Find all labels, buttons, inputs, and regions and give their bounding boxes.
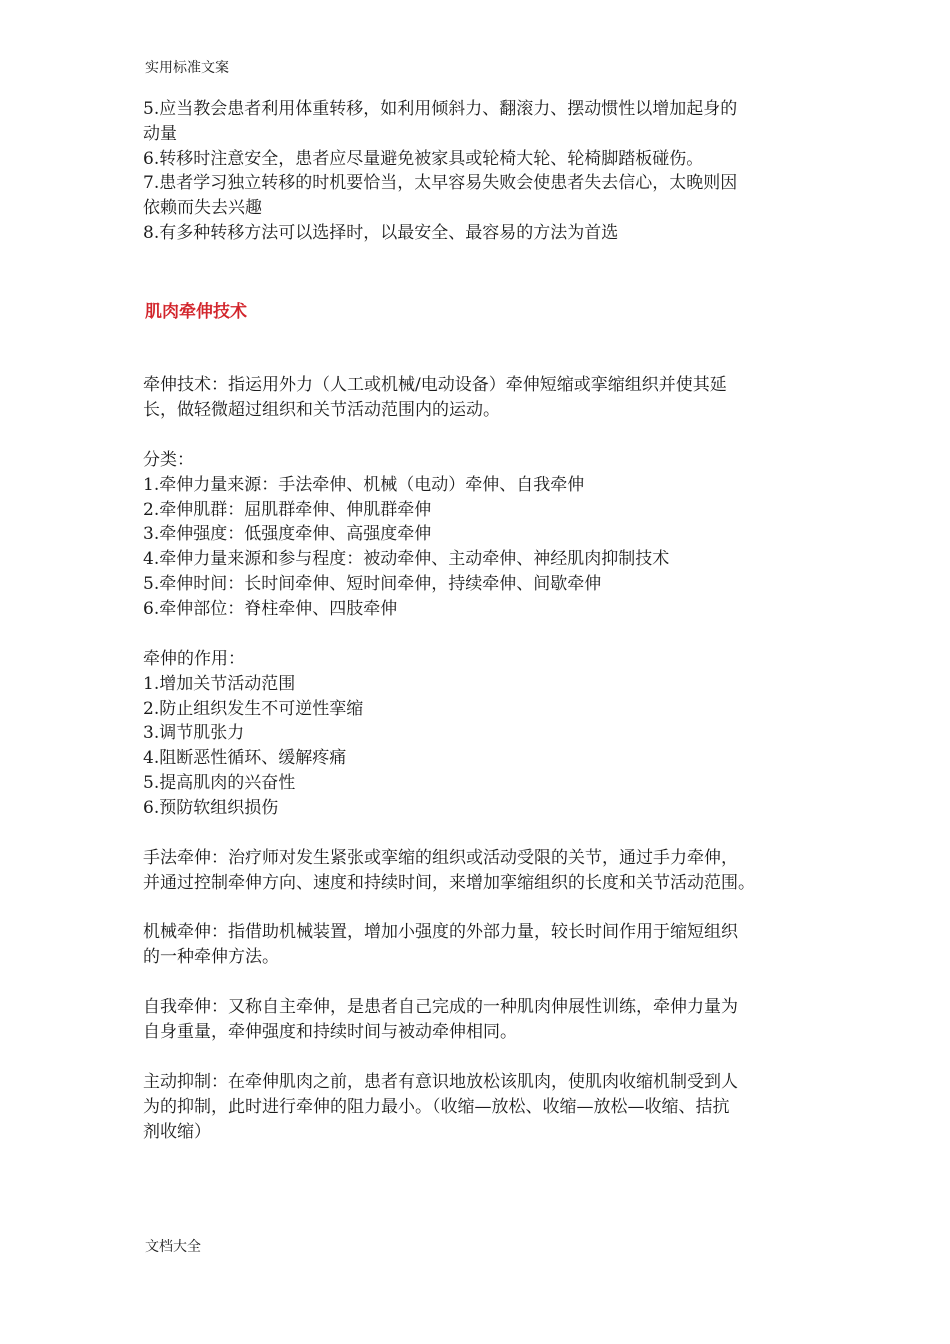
- list-item: 5.提高肌肉的兴奋性: [143, 772, 296, 793]
- text-line: 并通过控制牵伸方向、速度和持续时间，来增加挛缩组织的长度和关节活动范围。: [143, 872, 755, 893]
- list-item: 4.牵伸力量来源和参与程度：被动牵伸、主动牵伸、神经肌肉抑制技术: [143, 549, 670, 570]
- text-line: 自身重量，牵伸强度和持续时间与被动牵伸相同。: [143, 1021, 517, 1042]
- text-line: 机械牵伸：指借助机械装置，增加小强度的外部力量，较长时间作用于缩短组织: [143, 922, 738, 942]
- list-item: 3.调节肌张力: [143, 723, 245, 744]
- text-line: 8.有多种转移方法可以选择时，以最安全、最容易的方法为首选: [143, 222, 619, 243]
- text-line: 动量: [143, 123, 177, 144]
- section-title: 肌肉牵伸技术: [145, 302, 247, 322]
- intro-list: [143, 97, 811, 246]
- text-line: 6.转移时注意安全，患者应尽量避免被家具或轮椅大轮、轮椅脚踏板碰伤。: [143, 148, 704, 169]
- page-header: 实用标准文案: [145, 60, 229, 76]
- list-item: 5.牵伸时间：长时间牵伸、短时间牵伸，持续牵伸、间歇牵伸: [143, 573, 602, 594]
- text-line: 5.应当教会患者利用体重转移，如利用倾斜力、翻滚力、摆动惯性以增加起身的: [143, 99, 738, 119]
- classification-section: [143, 448, 811, 622]
- text-line: 依赖而失去兴趣: [143, 198, 262, 219]
- list-item: 2.牵伸肌群：屈肌群牵伸、伸肌群牵伸: [143, 499, 432, 520]
- text-line: 自我牵伸：又称自主牵伸，是患者自己完成的一种肌肉伸展性训练，牵伸力量为: [143, 997, 738, 1017]
- page-footer: 文档大全: [145, 1239, 201, 1255]
- active-inhibition-paragraph: [143, 1070, 811, 1144]
- list-item: 1.增加关节活动范围: [143, 673, 296, 694]
- list-item: 3.牵伸强度：低强度牵伸、高强度牵伸: [143, 524, 432, 545]
- list-item: 6.预防软组织损伤: [143, 797, 279, 818]
- list-item: 1.牵伸力量来源：手法牵伸、机械（电动）牵伸、自我牵伸: [143, 474, 585, 495]
- list-item: 6.牵伸部位：脊柱牵伸、四肢牵伸: [143, 598, 398, 619]
- text-line: 的一种牵伸方法。: [143, 946, 279, 967]
- self-stretch-paragraph: [143, 995, 811, 1045]
- list-item: 4.阻断恶性循环、缓解疼痛: [143, 748, 347, 769]
- text-line: 剂收缩）: [143, 1121, 211, 1142]
- definition-paragraph: [143, 373, 811, 423]
- text-line: 牵伸技术：指运用外力（人工或机械/电动设备）牵伸短缩或挛缩组织并使其延: [143, 375, 727, 395]
- text-line: 7.患者学习独立转移的时机要恰当，太早容易失败会使患者失去信心，太晚则因: [143, 173, 738, 194]
- list-item: 2.防止组织发生不可逆性挛缩: [143, 698, 364, 719]
- effects-section: [143, 647, 811, 821]
- text-line: 长，做轻微超过组织和关节活动范围内的运动。: [143, 399, 500, 420]
- text-line: 为的抑制，此时进行牵伸的阻力最小。（收缩—放松、收缩—放松—收缩、拮抗: [143, 1096, 730, 1117]
- effects-heading: 牵伸的作用：: [143, 649, 245, 669]
- text-line: 手法牵伸：治疗师对发生紧张或挛缩的组织或活动受限的关节，通过手力牵伸，: [143, 848, 738, 868]
- mechanical-stretch-paragraph: [143, 920, 811, 970]
- classification-heading: 分类：: [143, 450, 194, 470]
- text-line: 主动抑制：在牵伸肌肉之前，患者有意识地放松该肌肉，使肌肉收缩机制受到人: [143, 1072, 738, 1092]
- manual-stretch-paragraph: [143, 846, 811, 896]
